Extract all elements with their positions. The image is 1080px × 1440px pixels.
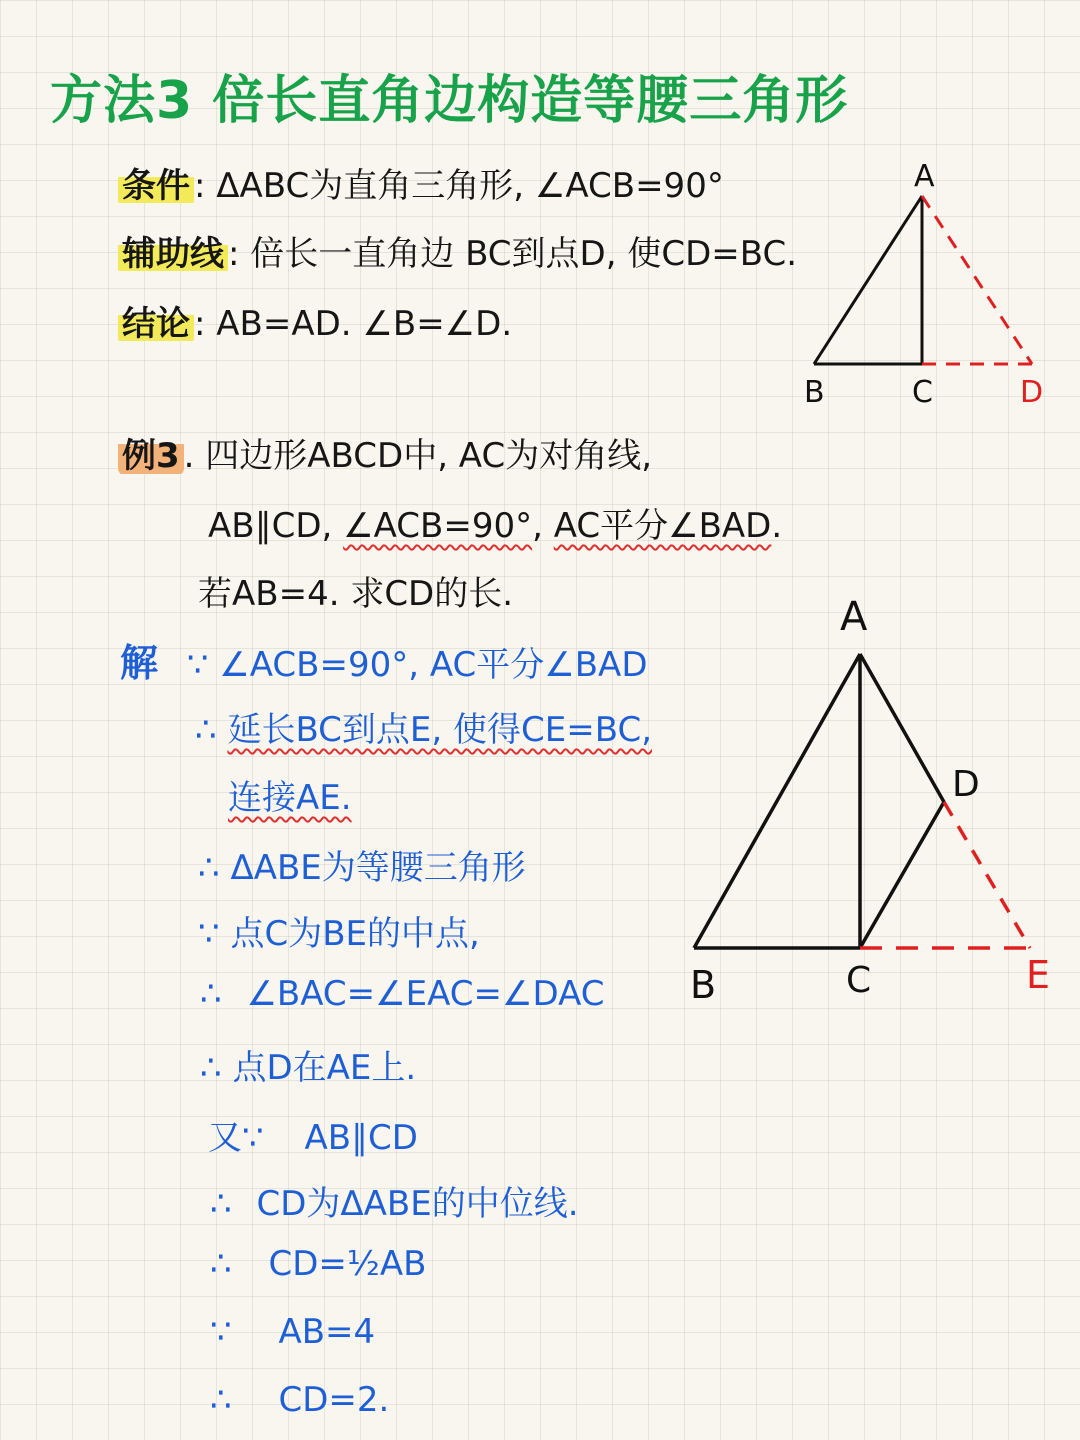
dashed-segment-de	[944, 802, 1030, 948]
solution-step-3	[228, 770, 352, 819]
solution-text-2: 延长BC到点E, 使得CE=BC,	[227, 710, 653, 750]
conclusion-text: : AB=AD. ∠B=∠D.	[194, 304, 513, 344]
segment-ab	[694, 654, 860, 948]
therefore-symbol: ∴	[195, 710, 217, 750]
example-label: 例3	[118, 436, 184, 476]
label-a: A	[914, 159, 935, 194]
example-text-2b: ∠ACB=90°	[343, 506, 533, 546]
condition-text: : ΔABC为直角三角形, ∠ACB=90°	[194, 166, 724, 206]
solution-text-5: 点C为BE的中点,	[230, 914, 480, 954]
solution-step-7	[200, 1040, 416, 1089]
method-diagram	[780, 150, 1070, 420]
aux-line-line	[118, 226, 797, 275]
example-text-1: . 四边形ABCD中, AC为对角线,	[183, 436, 653, 476]
therefore-symbol: ∴	[200, 974, 222, 1014]
solution-step-5	[198, 906, 480, 955]
solution-step-10	[210, 1244, 426, 1284]
solution-text-8: AB∥CD	[304, 1118, 418, 1158]
example-text-2a: AB∥CD,	[208, 506, 344, 546]
solution-text-6: ∠BAC=∠EAC=∠DAC	[246, 974, 605, 1014]
solution-step-12	[210, 1380, 389, 1420]
example-text-2d: AC平分∠BAD	[553, 506, 772, 546]
solution-text-3: 连接AE.	[228, 778, 352, 818]
solution-text-4: ΔABE为等腰三角形	[230, 848, 526, 888]
example-line-2	[208, 498, 782, 547]
dashed-segment-ad	[922, 196, 1032, 364]
aux-text: : 倍长一直角边 BC到点D, 使CD=BC.	[228, 234, 798, 274]
therefore-symbol: ∴	[210, 1184, 232, 1224]
conclusion-label: 结论	[118, 304, 194, 344]
because-symbol: ∵	[198, 914, 220, 954]
label-a: A	[840, 594, 868, 640]
label-e: E	[1026, 953, 1051, 997]
solution-text-12: CD=2.	[278, 1380, 390, 1420]
aux-label: 辅助线	[118, 234, 228, 274]
label-d: D	[952, 764, 980, 805]
solution-text-1: ∠ACB=90°, AC平分∠BAD	[219, 645, 648, 685]
example-text-2c: ,	[532, 506, 554, 546]
therefore-symbol: ∴	[200, 1048, 222, 1088]
conclusion-line	[118, 296, 512, 345]
solution-step-2	[195, 702, 652, 751]
solution-label: 解	[120, 641, 159, 685]
label-c: C	[846, 960, 872, 1001]
also-because-symbol: 又∵	[208, 1118, 264, 1158]
solution-step-6	[200, 974, 604, 1014]
because-symbol: ∵	[186, 645, 209, 685]
condition-line	[118, 158, 724, 207]
therefore-symbol: ∴	[210, 1244, 232, 1284]
solution-step-4	[198, 840, 526, 889]
therefore-symbol: ∴	[210, 1380, 232, 1420]
solution-text-9: CD为ΔABE的中位线.	[256, 1184, 579, 1224]
because-symbol: ∵	[210, 1312, 232, 1352]
solution-step-8	[208, 1110, 418, 1159]
solution-step-11	[210, 1312, 375, 1352]
example-diagram	[660, 580, 1070, 1010]
solution-text-10: CD=½AB	[268, 1244, 427, 1284]
segment-cd	[860, 802, 944, 948]
solution-text-7: 点D在AE上.	[232, 1048, 417, 1088]
segment-ab	[814, 196, 922, 364]
segment-ad	[860, 654, 944, 802]
solution-step-9	[210, 1176, 579, 1225]
label-c: C	[912, 375, 933, 410]
label-d: D	[1020, 375, 1044, 410]
example-line-3: 若AB=4. 求CD的长.	[198, 574, 514, 614]
label-b: B	[804, 375, 825, 410]
therefore-symbol: ∴	[198, 848, 220, 888]
label-b: B	[690, 963, 717, 1007]
page-title: 方法3 倍长直角边构造等腰三角形	[50, 71, 849, 131]
solution-step-1	[120, 632, 648, 687]
example-line-1	[118, 428, 652, 477]
example-text-2e: .	[771, 506, 783, 546]
condition-label: 条件	[118, 166, 194, 206]
solution-text-11: AB=4	[278, 1312, 376, 1352]
